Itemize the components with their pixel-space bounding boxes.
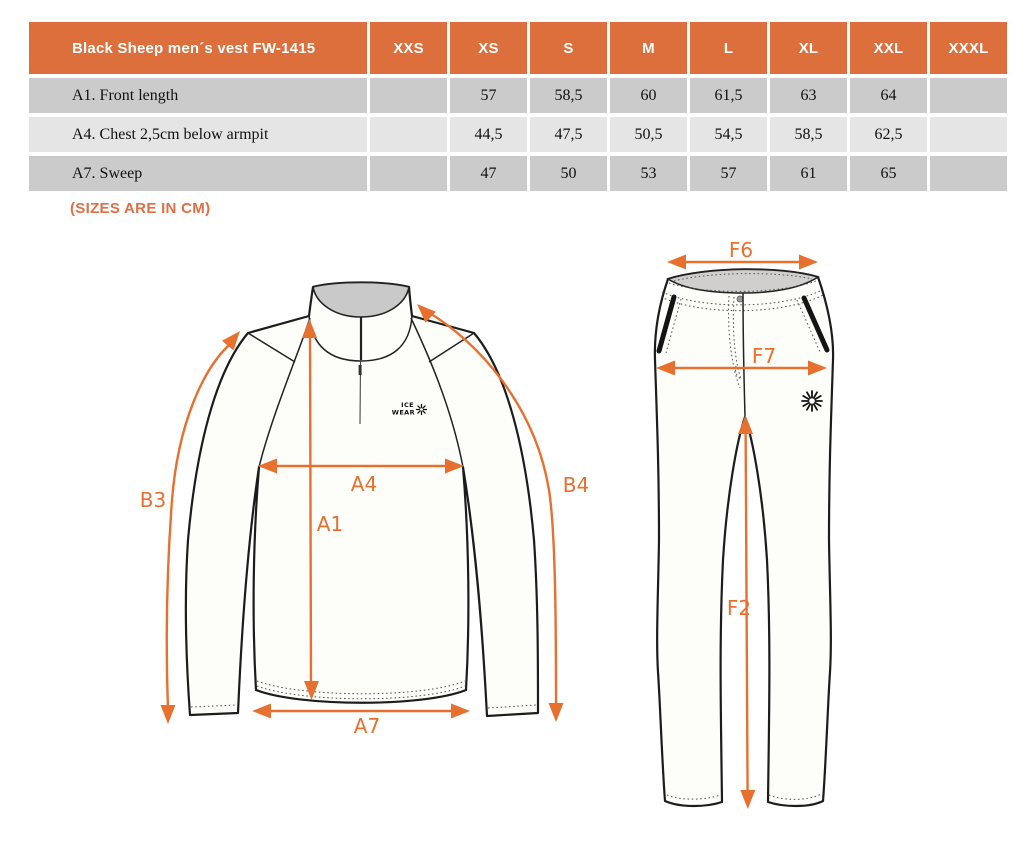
units-note: (SIZES ARE IN CM) bbox=[70, 200, 211, 217]
value-cell: 58,5 bbox=[770, 117, 847, 152]
table-row bbox=[29, 117, 1007, 152]
size-header-xxs: XXS bbox=[370, 22, 447, 74]
label-b4: B4 bbox=[562, 473, 590, 497]
value-cell: 54,5 bbox=[690, 117, 767, 152]
product-title: Black Sheep men´s vest FW-1415 bbox=[29, 22, 367, 74]
label-a4: A4 bbox=[350, 472, 378, 496]
value-cell: 61,5 bbox=[690, 78, 767, 113]
logo-text-ice: ICE bbox=[401, 401, 414, 409]
pants-diagram bbox=[635, 235, 935, 820]
value-cell: 47 bbox=[450, 156, 527, 191]
logo-text-wear: WEAR bbox=[391, 408, 415, 417]
value-cell: 60 bbox=[610, 78, 687, 113]
size-table bbox=[26, 18, 1010, 195]
value-cell: 63 bbox=[770, 78, 847, 113]
size-header-s: S bbox=[530, 22, 607, 74]
value-cell bbox=[370, 156, 447, 191]
value-cell bbox=[370, 78, 447, 113]
value-cell: 57 bbox=[450, 78, 527, 113]
label-a1: A1 bbox=[316, 512, 344, 536]
label-b3: B3 bbox=[139, 488, 167, 512]
row-label: A7. Sweep bbox=[29, 156, 367, 191]
value-cell: 53 bbox=[610, 156, 687, 191]
size-header-l: L bbox=[690, 22, 767, 74]
value-cell bbox=[930, 117, 1007, 152]
value-cell bbox=[930, 156, 1007, 191]
table-row bbox=[29, 78, 1007, 113]
logo-snowflake-icon bbox=[417, 405, 427, 415]
size-header-xxl: XXL bbox=[850, 22, 927, 74]
value-cell: 47,5 bbox=[530, 117, 607, 152]
sweater-diagram bbox=[130, 240, 610, 750]
value-cell: 57 bbox=[690, 156, 767, 191]
label-f7: F7 bbox=[751, 344, 777, 368]
label-a7: A7 bbox=[353, 714, 381, 738]
table-row bbox=[29, 156, 1007, 191]
waist-button bbox=[737, 296, 743, 302]
value-cell: 50,5 bbox=[610, 117, 687, 152]
size-header-xs: XS bbox=[450, 22, 527, 74]
value-cell: 61 bbox=[770, 156, 847, 191]
value-cell: 58,5 bbox=[530, 78, 607, 113]
value-cell bbox=[930, 78, 1007, 113]
value-cell: 50 bbox=[530, 156, 607, 191]
row-label: A1. Front length bbox=[29, 78, 367, 113]
label-f2: F2 bbox=[726, 596, 752, 620]
value-cell: 44,5 bbox=[450, 117, 527, 152]
table-header-row bbox=[29, 22, 1007, 74]
value-cell: 62,5 bbox=[850, 117, 927, 152]
size-header-xl: XL bbox=[770, 22, 847, 74]
value-cell: 64 bbox=[850, 78, 927, 113]
size-header-m: M bbox=[610, 22, 687, 74]
value-cell bbox=[370, 117, 447, 152]
label-f6: F6 bbox=[728, 238, 754, 262]
size-header-xxxl: XXXL bbox=[930, 22, 1007, 74]
value-cell: 65 bbox=[850, 156, 927, 191]
row-label: A4. Chest 2,5cm below armpit bbox=[29, 117, 367, 152]
